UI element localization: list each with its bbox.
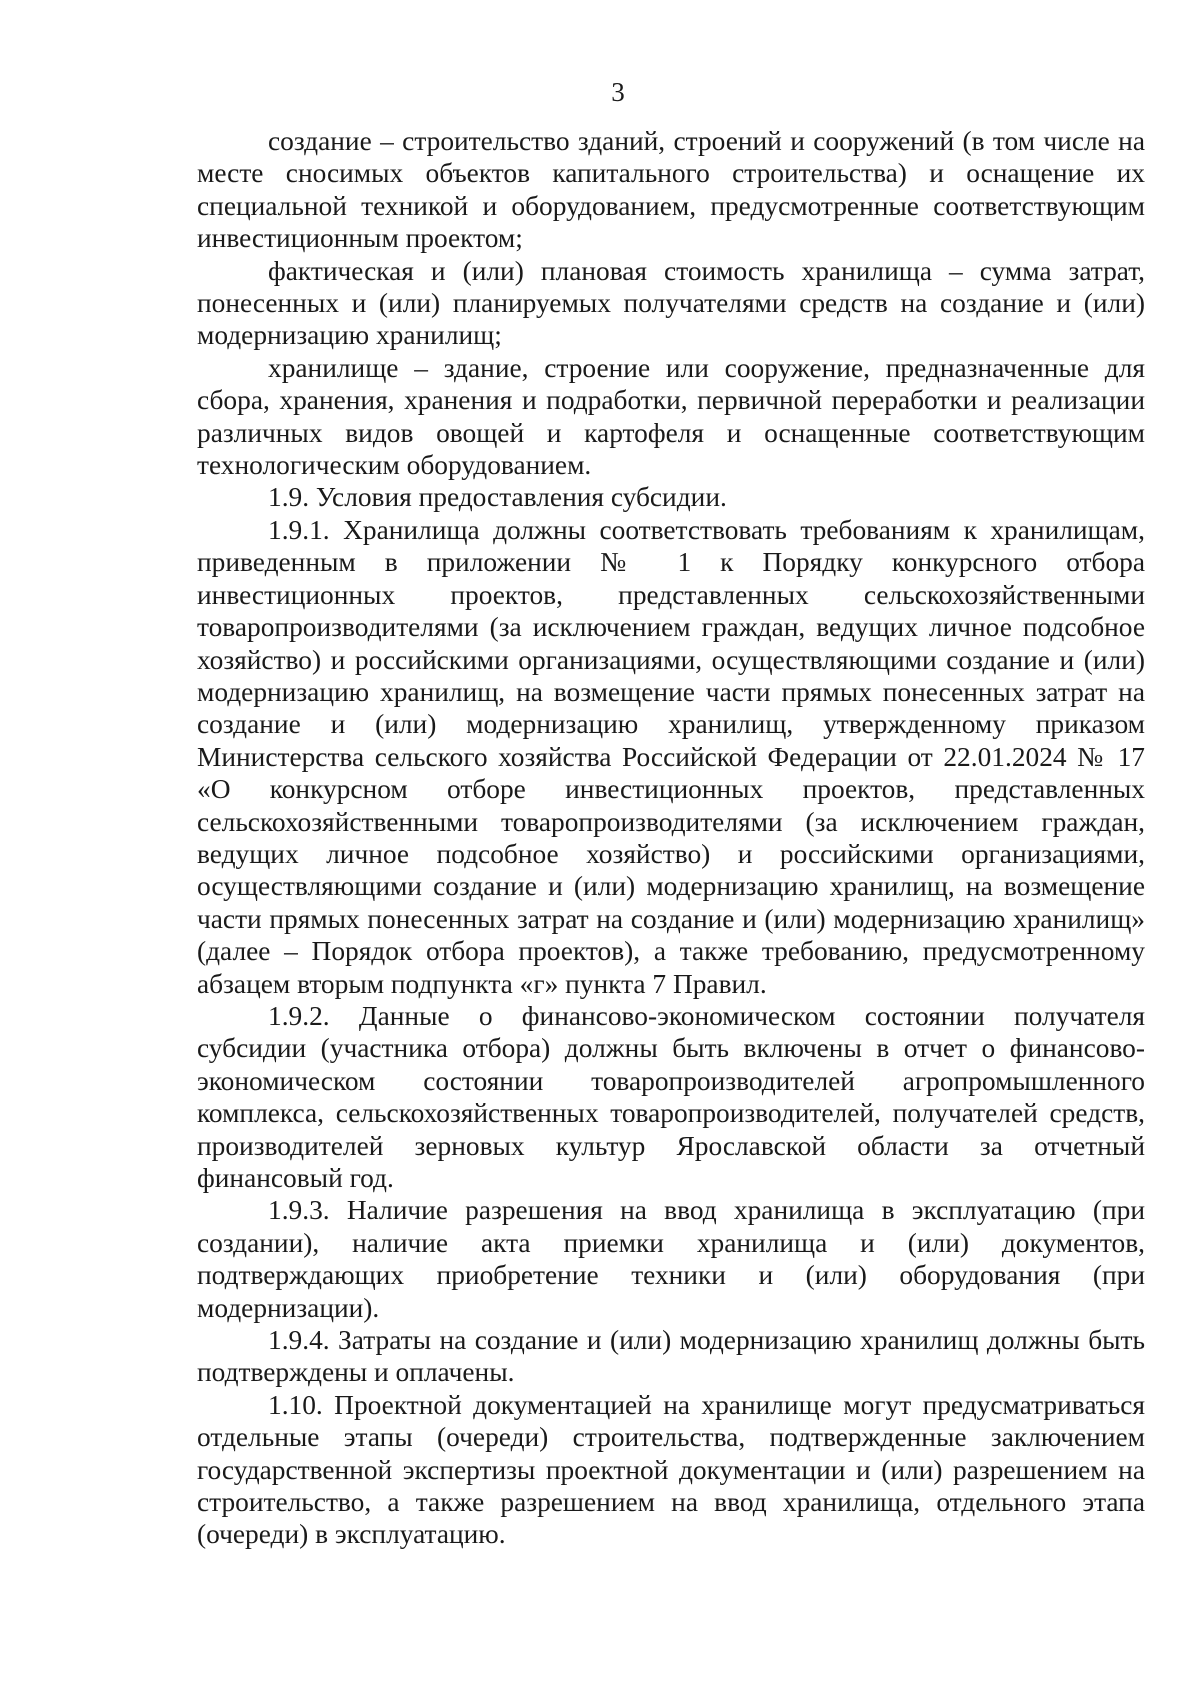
- paragraph-section-1-9-4: 1.9.4. Затраты на создание и (или) модернизацию хранилищ должны быть подтверждены и оплачены.: [197, 1325, 1145, 1388]
- paragraph-definition-storage: хранилище – здание, строение или сооружение, предназначенные для сбора, хранения, хранения и подработки, первичной переработки и реализации различных видов овощей и картофеля и оснащенные соответствующим технологическим оборудованием.: [197, 352, 1145, 481]
- document-body: [197, 125, 1145, 1551]
- paragraph-section-1-9: 1.9. Условия предоставления субсидии.: [268, 482, 727, 513]
- paragraph-section-1-9-3: 1.9.3. Наличие разрешения на ввод хранилища в эксплуатацию (при создании), наличие акта приемки хранилища и (или) документов, подтверждающих приобретение техники и (или) оборудования (при модернизации).: [197, 1195, 1145, 1323]
- paragraph-definition-creation: создание – строительство зданий, строений и сооружений (в том числе на месте сносимых объектов капитального строительства) и оснащение их специальной техникой и оборудованием, предусмотренные соответствующим инвестиционным проектом;: [197, 126, 1145, 254]
- page-number: 3: [611, 77, 625, 107]
- paragraph-definition-storage-cost: фактическая и (или) плановая стоимость хранилища – сумма затрат, понесенных и (или) планируемых получателями средств на создание и (или) модернизацию хранилищ;: [197, 255, 1145, 351]
- paragraph-section-1-9-2: 1.9.2. Данные о финансово-экономическом состоянии получателя субсидии (участника отбора) должны быть включены в отчет о финансово-экономическом состоянии товаропроизводителей агропромышленного комплекса, сельскохозяйственных товаропроизводителей, получателей средств, производителей зерновых культур Ярославской области за отчетный финансовый год.: [197, 1000, 1145, 1193]
- paragraph-section-1-10: 1.10. Проектной документацией на хранилище могут предусматриваться отдельные этапы (очереди) строительства, подтвержденные заключением государственной экспертизы проектной документации и (или) разрешением на строительство, а также разрешением на ввод хранилища, отдельного этапа (очереди) в эксплуатацию.: [197, 1389, 1145, 1550]
- paragraph-section-1-9-1: 1.9.1. Хранилища должны соответствовать требованиям к хранилищам, приведенным в приложении № 1 к Порядку конкурсного отбора инвестиционных проектов, представленных сельскохозяйственными товаропроизводителями (за исключением граждан, ведущих личное подсобное хозяйство) и российскими организациями, осуществляющими создание и (или) модернизацию хранилищ, на возмещение части прямых понесенных затрат на создание и (или) модернизацию хранилищ, утвержденному приказом Министерства сельского хозяйства Российской Федерации от 22.01.2024 № 17 «О конкурсном отборе инвестиционных проектов, представленных сельскохозяйственными товаропроизводителями (за исключением граждан, ведущих личное подсобное хозяйство) и российскими организациями, осуществляющими создание и (или) модернизацию хранилищ, на возмещение части прямых понесенных затрат на создание и (или) модернизацию хранилищ» (далее – Порядок отбора проектов), а также требованию, предусмотренному абзацем вторым подпункта «г» пункта 7 Правил.: [197, 514, 1145, 999]
